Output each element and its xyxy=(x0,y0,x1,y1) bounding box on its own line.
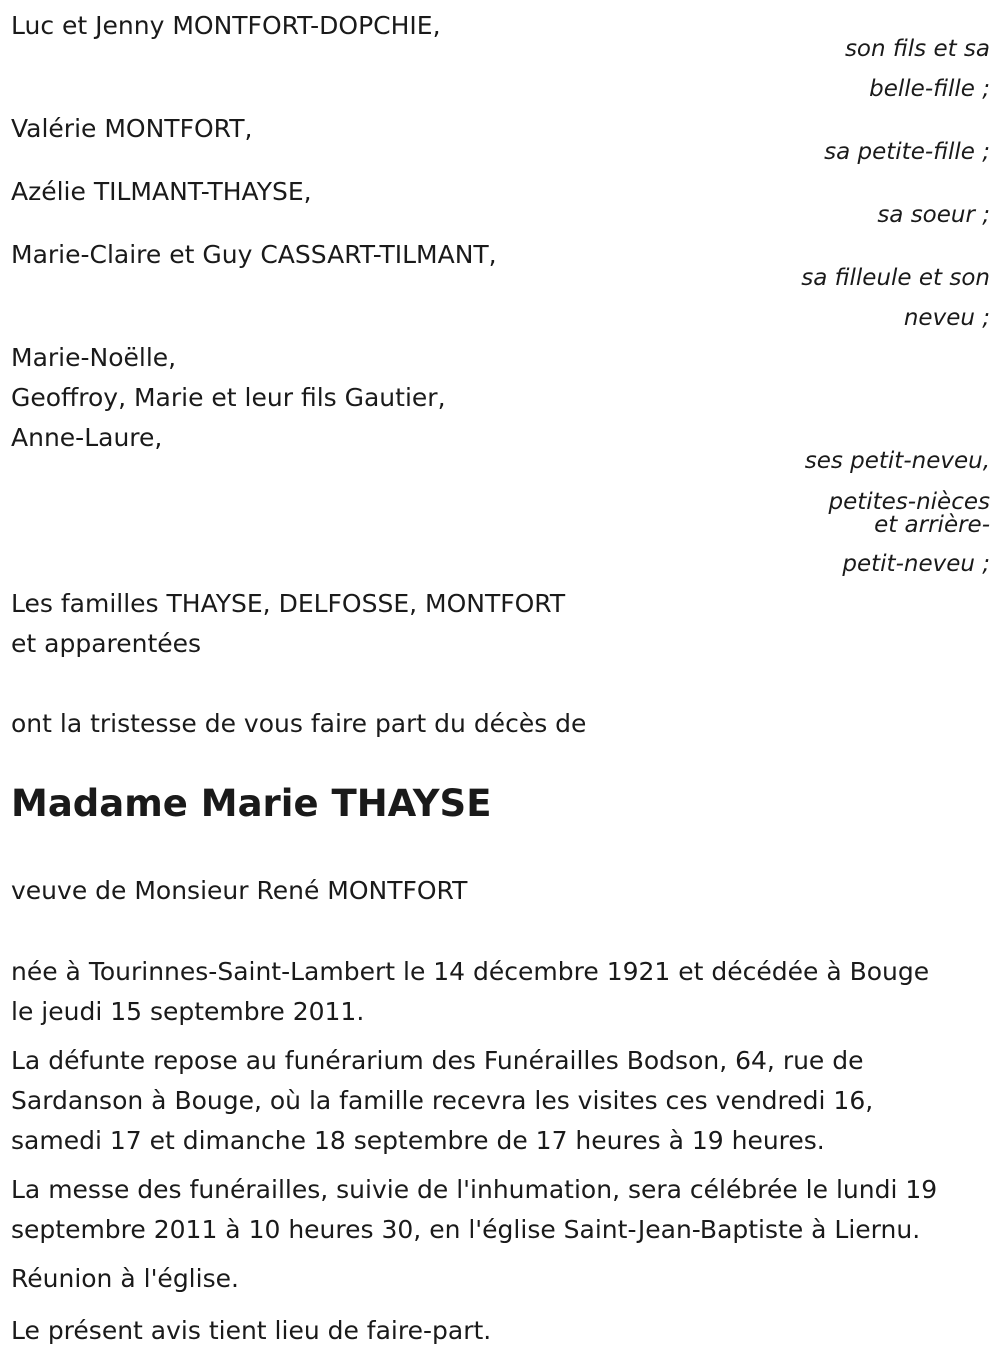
mass-line: La messe des funérailles, suivie de l'inhumation, sera célébrée le lundi 19 xyxy=(11,1175,938,1204)
relation-label: son fils et sa xyxy=(844,36,990,62)
widow-of-text: veuve de Monsieur René MONTFORT xyxy=(11,876,468,905)
birth-death-line: le jeudi 15 septembre 2011. xyxy=(11,997,365,1026)
reunion-line: Réunion à l'église. xyxy=(11,1264,239,1293)
relation-label: ses petit-neveu, xyxy=(804,448,990,474)
relation-label: sa soeur ; xyxy=(877,202,990,228)
family-member: Azélie TILMANT-THAYSE, xyxy=(11,177,312,206)
relation-label: et arrière- xyxy=(874,512,990,538)
family-member: Marie-Noëlle, xyxy=(11,343,177,372)
family-member: Geoffroy, Marie et leur fils Gautier, xyxy=(11,383,446,412)
mass-line: septembre 2011 à 10 heures 30, en l'église Saint-Jean-Baptiste à Liernu. xyxy=(11,1215,921,1244)
deceased-name: Madame Marie THAYSE xyxy=(11,782,492,825)
family-member: Les familles THAYSE, DELFOSSE, MONTFORT xyxy=(11,589,566,618)
notice-line: Le présent avis tient lieu de faire-part. xyxy=(11,1316,492,1345)
funerarium-line: Sardanson à Bouge, où la famille recevra les visites ces vendredi 16, xyxy=(11,1086,874,1115)
funerarium-line: samedi 17 et dimanche 18 septembre de 17 heures à 19 heures. xyxy=(11,1126,825,1155)
family-member: Marie-Claire et Guy CASSART-TILMANT, xyxy=(11,240,497,269)
family-member: Luc et Jenny MONTFORT-DOPCHIE, xyxy=(11,11,441,40)
relation-label: sa filleule et son xyxy=(801,265,990,291)
funerarium-line: La défunte repose au funérarium des Funérailles Bodson, 64, rue de xyxy=(11,1046,864,1075)
announcement-text: ont la tristesse de vous faire part du décès de xyxy=(11,709,587,738)
family-member: et apparentées xyxy=(11,629,202,658)
relation-label: neveu ; xyxy=(903,305,990,331)
relation-label: petites-nièces xyxy=(828,489,990,515)
relation-label: belle-fille ; xyxy=(869,76,990,102)
relation-label: petit-neveu ; xyxy=(842,551,990,577)
relation-label: sa petite-fille ; xyxy=(824,139,990,165)
family-member: Anne-Laure, xyxy=(11,423,163,452)
family-member: Valérie MONTFORT, xyxy=(11,114,253,143)
birth-death-line: née à Tourinnes-Saint-Lambert le 14 décembre 1921 et décédée à Bouge xyxy=(11,957,930,986)
